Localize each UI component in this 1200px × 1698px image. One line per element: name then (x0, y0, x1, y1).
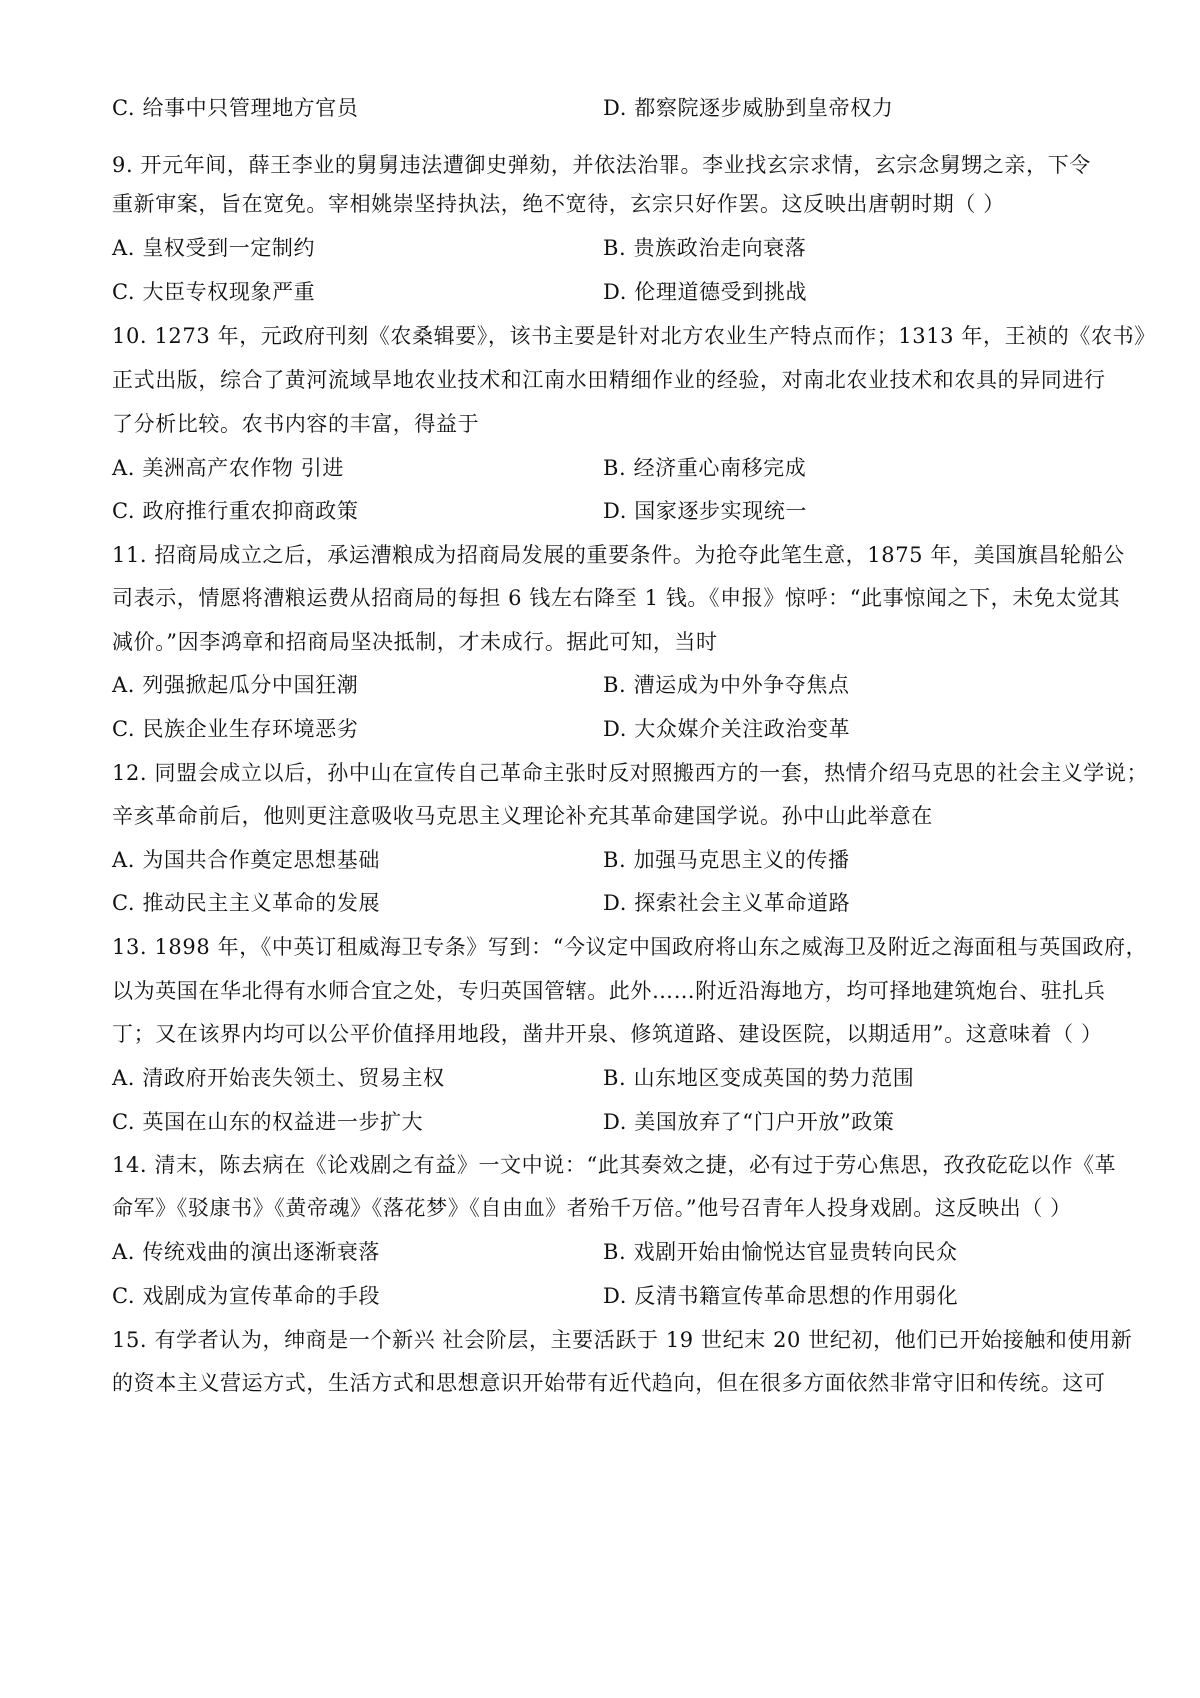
q15-stem-line-2: 的资本主义营运方式，生活方式和思想意识开始带有近代趋向，但在很多方面依然非常守旧和传统。这可 (112, 1371, 1106, 1395)
q10-option-b: B. 经济重心南移完成 (603, 456, 807, 480)
q14-option-d: D. 反清书籍宣传革命思想的作用弱化 (603, 1284, 959, 1308)
q10-stem-line-1: 10. 1273 年，元政府刊刻《农桑辑要》，该书主要是针对北方农业生产特点而作；1313 年，王祯的《农书》 (112, 324, 1156, 348)
q13-stem-line-3: 丁；又在该界内均可以公平价值择用地段，凿井开泉、修筑道路、建设医院，以期适用”。这意味着（ ） (112, 1022, 1103, 1046)
q9-option-a: A. 皇权受到一定制约 (112, 236, 316, 260)
q8-option-c: C. 给事中只管理地方官员 (112, 96, 359, 120)
q15-stem-line-1: 15. 有学者认为，绅商是一个新兴 社会阶层，主要活跃于 19 世纪末 20 世纪初，他们已开始接触和使用新 (112, 1328, 1133, 1352)
q14-option-a: A. 传统戏曲的演出逐渐衰落 (112, 1240, 380, 1264)
q12-option-c: C. 推动民主主义革命的发展 (112, 891, 381, 915)
q14-option-b: B. 戏剧开始由愉悦达官显贵转向民众 (603, 1240, 958, 1264)
q13-option-b: B. 山东地区变成英国的势力范围 (603, 1066, 915, 1090)
q13-stem-line-1: 13. 1898 年，《中英订租威海卫专条》写到：“今议定中国政府将山东之威海卫及附近之海面租与英国政府， (112, 935, 1148, 959)
q9-option-b: B. 贵族政治走向衰落 (603, 236, 807, 260)
q12-stem-line-2: 辛亥革命前后，他则更注意吸收马克思主义理论补充其革命建国学说。孙中山此举意在 (112, 804, 933, 828)
q11-stem-line-1: 11. 招商局成立之后，承运漕粮成为招商局发展的重要条件。为抢夺此笔生意，1875 年，美国旗昌轮船公 (112, 543, 1125, 567)
q14-stem-line-2: 命军》《驳康书》《黄帝魂》《落花梦》《自由血》者殆千万倍。”他号召青年人投身戏剧。这反映出（ ） (112, 1196, 1072, 1220)
q11-option-d: D. 大众媒介关注政治变革 (603, 717, 851, 741)
q10-option-a: A. 美洲高产农作物 引进 (112, 456, 344, 480)
q14-stem-line-1: 14. 清末，陈去病在《论戏剧之有益》一文中说：“此其奏效之捷，必有过于劳心焦思，孜孜矻矻以作《革 (112, 1153, 1117, 1177)
q11-option-a: A. 列强掀起瓜分中国狂潮 (112, 673, 359, 697)
q11-option-b: B. 漕运成为中外争夺焦点 (603, 673, 850, 697)
q12-option-a: A. 为国共合作奠定思想基础 (112, 848, 380, 872)
q13-option-c: C. 英国在山东的权益进一步扩大 (112, 1110, 424, 1134)
q13-stem-line-2: 以为英国在华北得有水师合宜之处，专归英国管辖。此外……附近沿海地方，均可择地建筑炮台、驻扎兵 (112, 979, 1106, 1003)
q9-option-d: D. 伦理道德受到挑战 (603, 280, 808, 304)
q11-option-c: C. 民族企业生存环境恶劣 (112, 717, 359, 741)
q11-stem-line-2: 司表示，情愿将漕粮运费从招商局的每担 6 钱左右降至 1 钱。《申报》惊呼：“此事惊闻之下，未免太觉其 (112, 586, 1121, 610)
q12-stem-line-1: 12. 同盟会成立以后，孙中山在宣传自己革命主张时反对照搬西方的一套，热情介绍马克思的社会主义学说； (112, 761, 1149, 785)
q10-option-c: C. 政府推行重农抑商政策 (112, 499, 359, 523)
q10-stem-line-3: 了分析比较。农书内容的丰富，得益于 (112, 412, 480, 436)
q9-stem-line-2: 重新审案，旨在宽免。宰相姚崇坚持执法，绝不宽待，玄宗只好作罢。这反映出唐朝时期（ ） (112, 192, 1005, 216)
q14-option-c: C. 戏剧成为宣传革命的手段 (112, 1284, 381, 1308)
q11-stem-line-3: 减价。”因李鸿章和招商局坚决抵制，才未成行。据此可知，当时 (112, 630, 718, 654)
q13-option-d: D. 美国放弃了“门户开放”政策 (603, 1110, 895, 1134)
q9-option-c: C. 大臣专权现象严重 (112, 280, 316, 304)
q9-stem-line-1: 9. 开元年间，薛王李业的舅舅违法遭御史弹劾，并依法治罪。李业找玄宗求情，玄宗念舅甥之亲，下令 (112, 153, 1091, 177)
q10-option-d: D. 国家逐步实现统一 (603, 499, 808, 523)
q13-option-a: A. 清政府开始丧失领土、贸易主权 (112, 1066, 445, 1090)
q12-option-b: B. 加强马克思主义的传播 (603, 848, 850, 872)
q12-option-d: D. 探索社会主义革命道路 (603, 891, 851, 915)
q10-stem-line-2: 正式出版，综合了黄河流域旱地农业技术和江南水田精细作业的经验，对南北农业技术和农具的异同进行 (112, 368, 1106, 392)
q8-option-d: D. 都察院逐步威胁到皇帝权力 (603, 96, 894, 120)
